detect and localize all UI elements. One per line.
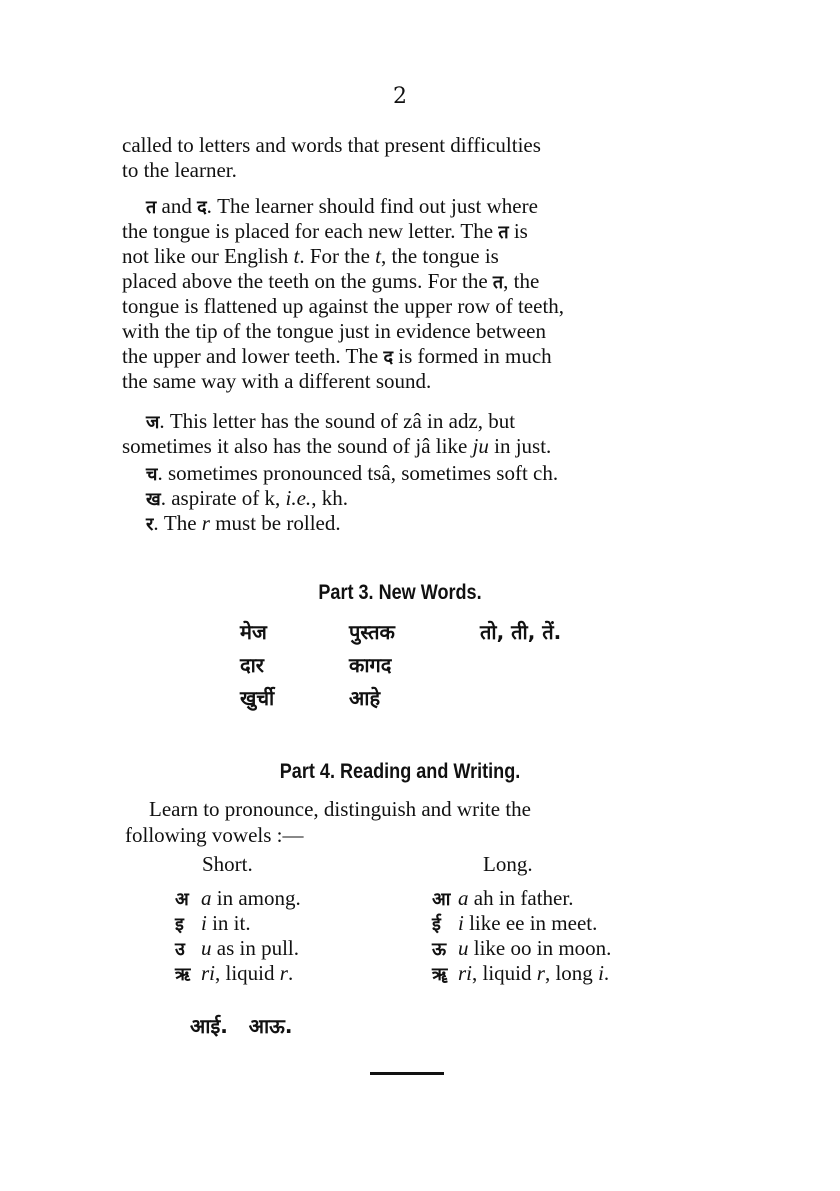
italic-text: r: [536, 961, 545, 985]
word-kagad: कागद: [349, 653, 392, 677]
para-t-line-5: tongue is flattened up against the upper row of teeth,: [122, 294, 565, 318]
text: the upper and lower teeth. The: [122, 344, 384, 368]
italic-text: ri: [458, 961, 473, 985]
italic-text: a: [458, 886, 469, 910]
text: .: [603, 961, 610, 985]
para-t-line-6: with the tip of the tongue just in evidence between: [122, 319, 546, 343]
long-column-label: Long.: [483, 852, 533, 876]
devanagari-letter: आ: [432, 889, 451, 910]
devanagari-letter: द: [197, 197, 207, 218]
page-number: 2: [393, 84, 407, 109]
para-t-line-8: the same way with a different sound.: [122, 369, 432, 393]
devanagari-letter: उ: [175, 939, 185, 960]
text: . This letter has the sound of zâ in adz, but: [159, 409, 516, 433]
para-t-line-4: [122, 269, 539, 294]
italic-text: i: [458, 911, 464, 935]
text: is: [508, 219, 528, 243]
text: ah in father.: [468, 886, 574, 910]
italic-text: t: [375, 244, 382, 268]
section-end-rule: [370, 1072, 444, 1075]
devanagari-letter: र: [146, 514, 154, 535]
part3-heading: Part 3. New Words.: [318, 581, 482, 604]
text: and: [156, 194, 198, 218]
short-column-label: Short.: [202, 852, 253, 876]
devanagari-letter: च: [146, 464, 158, 485]
text: sometimes it also has the sound of jâ like: [122, 434, 473, 458]
devanagari-letter: अ: [175, 889, 189, 910]
para-t-line-7: [122, 344, 552, 369]
text: , kh.: [311, 486, 348, 510]
devanagari-letter: ई: [432, 914, 441, 935]
text: in among.: [211, 886, 301, 910]
long-vowel-uu: [432, 936, 611, 961]
devanagari-letter: द: [383, 347, 393, 368]
devanagari-letter: त: [492, 272, 504, 293]
italic-text: i: [201, 911, 207, 935]
long-vowel-rii: [432, 961, 609, 986]
text: as in pull.: [211, 936, 299, 960]
para-t-line-2: [122, 219, 528, 244]
text: , the: [503, 269, 540, 293]
part4-intro-line-2: following vowels :—: [125, 823, 304, 847]
part4-intro-line-1: Learn to pronounce, distinguish and write the: [149, 797, 531, 821]
text: like oo in moon.: [468, 936, 612, 960]
intro-line-1: called to letters and words that present difficulties: [122, 133, 541, 157]
short-vowel-a: [175, 886, 301, 911]
italic-text: r: [279, 961, 288, 985]
word-pustak: पुस्तक: [349, 620, 395, 644]
italic-text: t: [293, 244, 300, 268]
letter-line-ra: [146, 511, 341, 536]
italic-text: i.e.: [285, 486, 312, 510]
devanagari-letter: ज: [146, 412, 160, 433]
letter-line-cha: [146, 461, 558, 486]
short-vowel-ri: [175, 961, 293, 986]
text: . The learner should find out just where: [206, 194, 538, 218]
devanagari-letter: त: [498, 222, 509, 243]
text: placed above the teeth on the gums. For the: [122, 269, 493, 293]
text: in it.: [206, 911, 251, 935]
devanagari-letter: ॠ: [432, 964, 448, 985]
part4-heading: Part 4. Reading and Writing.: [279, 760, 521, 783]
devanagari-letter: त: [146, 197, 157, 218]
short-vowel-i: [175, 911, 251, 936]
devanagari-letter: इ: [175, 914, 184, 935]
devanagari-letter: ऊ: [432, 939, 447, 960]
long-vowel-ii: [432, 911, 597, 936]
text: . For the: [299, 244, 376, 268]
text: , long: [544, 961, 599, 985]
text: not like our English: [122, 244, 294, 268]
text: . aspirate of k,: [160, 486, 286, 510]
short-vowel-u: [175, 936, 299, 961]
word-to-ti-te: तो, ती, तें.: [480, 620, 562, 644]
italic-text: ri: [201, 961, 216, 985]
text: in just.: [488, 434, 552, 458]
italic-text: u: [458, 936, 469, 960]
long-vowel-aa: [432, 886, 573, 911]
text: . sometimes pronounced tsâ, sometimes soft ch.: [157, 461, 559, 485]
para-ja-line-1: [146, 409, 515, 434]
para-ja-line-2: [122, 434, 551, 459]
para-t-line-1: [146, 194, 538, 219]
text: like ee in meet.: [463, 911, 598, 935]
text: , liquid: [215, 961, 280, 985]
italic-text: i: [598, 961, 604, 985]
italic-text: u: [201, 936, 212, 960]
word-ahe: आहे: [349, 686, 381, 710]
italic-text: a: [201, 886, 212, 910]
letter-line-kha: [146, 486, 348, 511]
text: , liquid: [472, 961, 537, 985]
text: must be rolled.: [209, 511, 341, 535]
devanagari-letter: ख: [146, 489, 161, 510]
text: .: [287, 961, 294, 985]
italic-text: r: [201, 511, 210, 535]
word-dar: दार: [240, 653, 264, 677]
devanagari-letter: ऋ: [175, 964, 191, 985]
word-khurchi: खुर्ची: [240, 686, 275, 710]
para-t-line-3: [122, 244, 499, 269]
italic-text: ju: [472, 434, 489, 458]
text: is formed in much: [393, 344, 552, 368]
text: , the tongue is: [381, 244, 499, 268]
text: . The: [153, 511, 202, 535]
text: the tongue is placed for each new letter. The: [122, 219, 499, 243]
vowel-examples: आई. आऊ.: [190, 1014, 293, 1038]
word-mej: मेज: [240, 620, 267, 644]
intro-line-2: to the learner.: [122, 158, 237, 182]
